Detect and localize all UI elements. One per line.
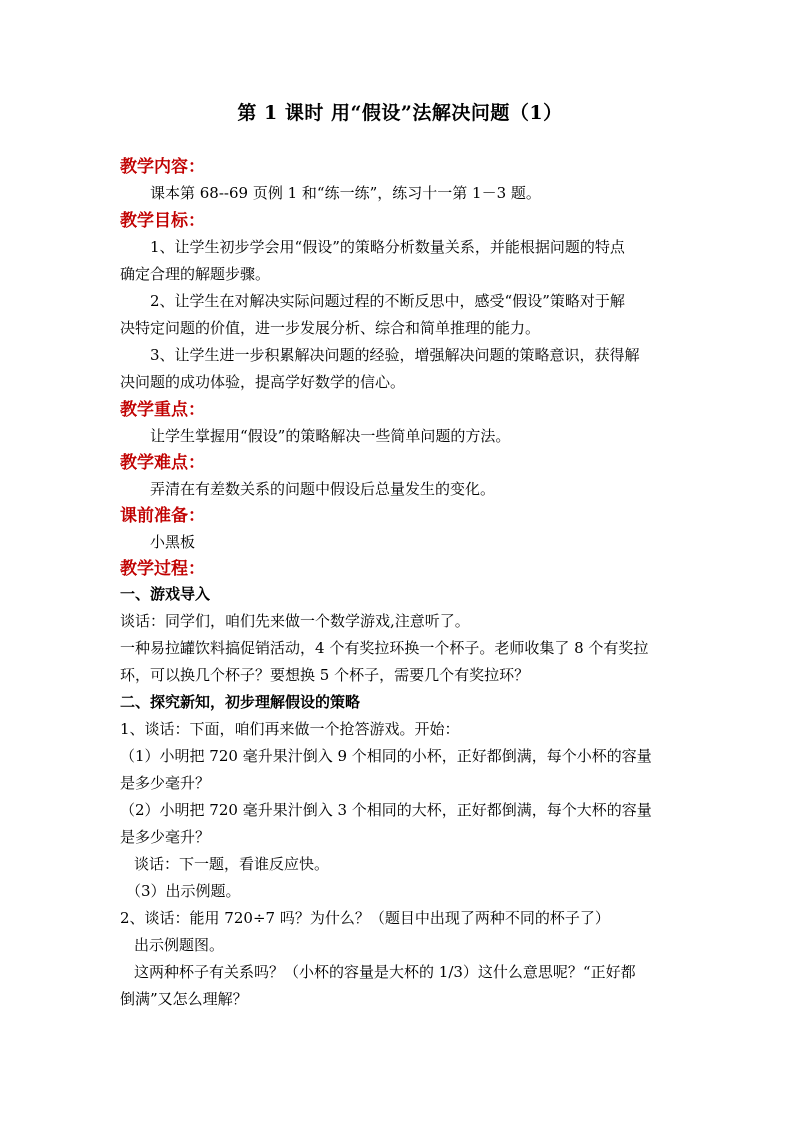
- part-1-line-3: 环，可以换几个杯子？要想换 5 个杯子，需要几个有奖拉环？: [120, 666, 530, 684]
- part-2-line-2: （1）小明把 720 毫升果汁倒入 9 个相同的小杯，正好都倒满，每个小杯的容量: [120, 747, 652, 765]
- heading-goals: 教学目标：: [120, 211, 205, 231]
- preparation-text: 小黑板: [150, 533, 196, 551]
- part-2-line-10: 这两种杯子有关系吗？（小杯的容量是大杯的 1/3）这什么意思呢？“正好都: [134, 963, 636, 981]
- part-2-line-9: 出示例题图。: [134, 936, 225, 954]
- heading-process: 教学过程：: [120, 559, 205, 579]
- goal-3-line-2: 决问题的成功体验，提高学好数学的信心。: [120, 373, 406, 391]
- part-1-line-1: 谈话：同学们，咱们先来做一个数学游戏,注意听了。: [120, 612, 470, 630]
- part-1-heading: 一、游戏导入: [120, 585, 211, 603]
- goal-1-line-1: 1、让学生初步学会用“假设”的策略分析数量关系，并能根据问题的特点: [150, 238, 625, 256]
- goal-2-line-2: 决特定问题的价值，进一步发展分析、综合和简单推理的能力。: [120, 319, 541, 337]
- heading-content: 教学内容：: [120, 157, 205, 177]
- part-2-heading: 二、探究新知，初步理解假设的策略: [120, 693, 361, 711]
- heading-key-points: 教学重点：: [120, 400, 205, 420]
- goal-2-line-1: 2、让学生在对解决实际问题过程的不断反思中，感受“假设”策略对于解: [150, 292, 625, 310]
- part-2-line-4: （2）小明把 720 毫升果汁倒入 3 个相同的大杯，正好都倒满，每个大杯的容量: [120, 801, 652, 819]
- part-2-line-7: （3）出示例题。: [126, 882, 241, 900]
- part-2-line-8: 2、谈话：能用 720÷7 吗？为什么？（题目中出现了两种不同的杯子了）: [120, 909, 610, 927]
- heading-difficulties: 教学难点：: [120, 453, 205, 473]
- goal-1-line-2: 确定合理的解题步骤。: [120, 265, 271, 283]
- heading-preparation: 课前准备：: [120, 506, 205, 526]
- part-2-line-11: 倒满”又怎么理解？: [120, 990, 248, 1008]
- lesson-title: 第 1 课时 用“假设”法解决问题（1）: [237, 102, 563, 124]
- part-2-line-3: 是多少毫升？: [120, 774, 211, 792]
- part-2-line-1: 1、谈话：下面，咱们再来做一个抢答游戏。开始：: [120, 720, 460, 738]
- part-2-line-6: 谈话：下一题，看谁反应快。: [134, 855, 330, 873]
- key-points-text: 让学生掌握用“假设”的策略解决一些简单问题的方法。: [150, 427, 511, 445]
- content-text: 课本第 68--69 页例 1 和“练一练”，练习十一第 1－3 题。: [150, 184, 541, 202]
- part-2-line-5: 是多少毫升？: [120, 828, 211, 846]
- difficulties-text: 弄清在有差数关系的问题中假设后总量发生的变化。: [150, 480, 496, 498]
- part-1-line-2: 一种易拉罐饮料搞促销活动，4 个有奖拉环换一个杯子。老师收集了 8 个有奖拉: [120, 639, 649, 657]
- goal-3-line-1: 3、让学生进一步积累解决问题的经验，增强解决问题的策略意识，获得解: [150, 346, 640, 364]
